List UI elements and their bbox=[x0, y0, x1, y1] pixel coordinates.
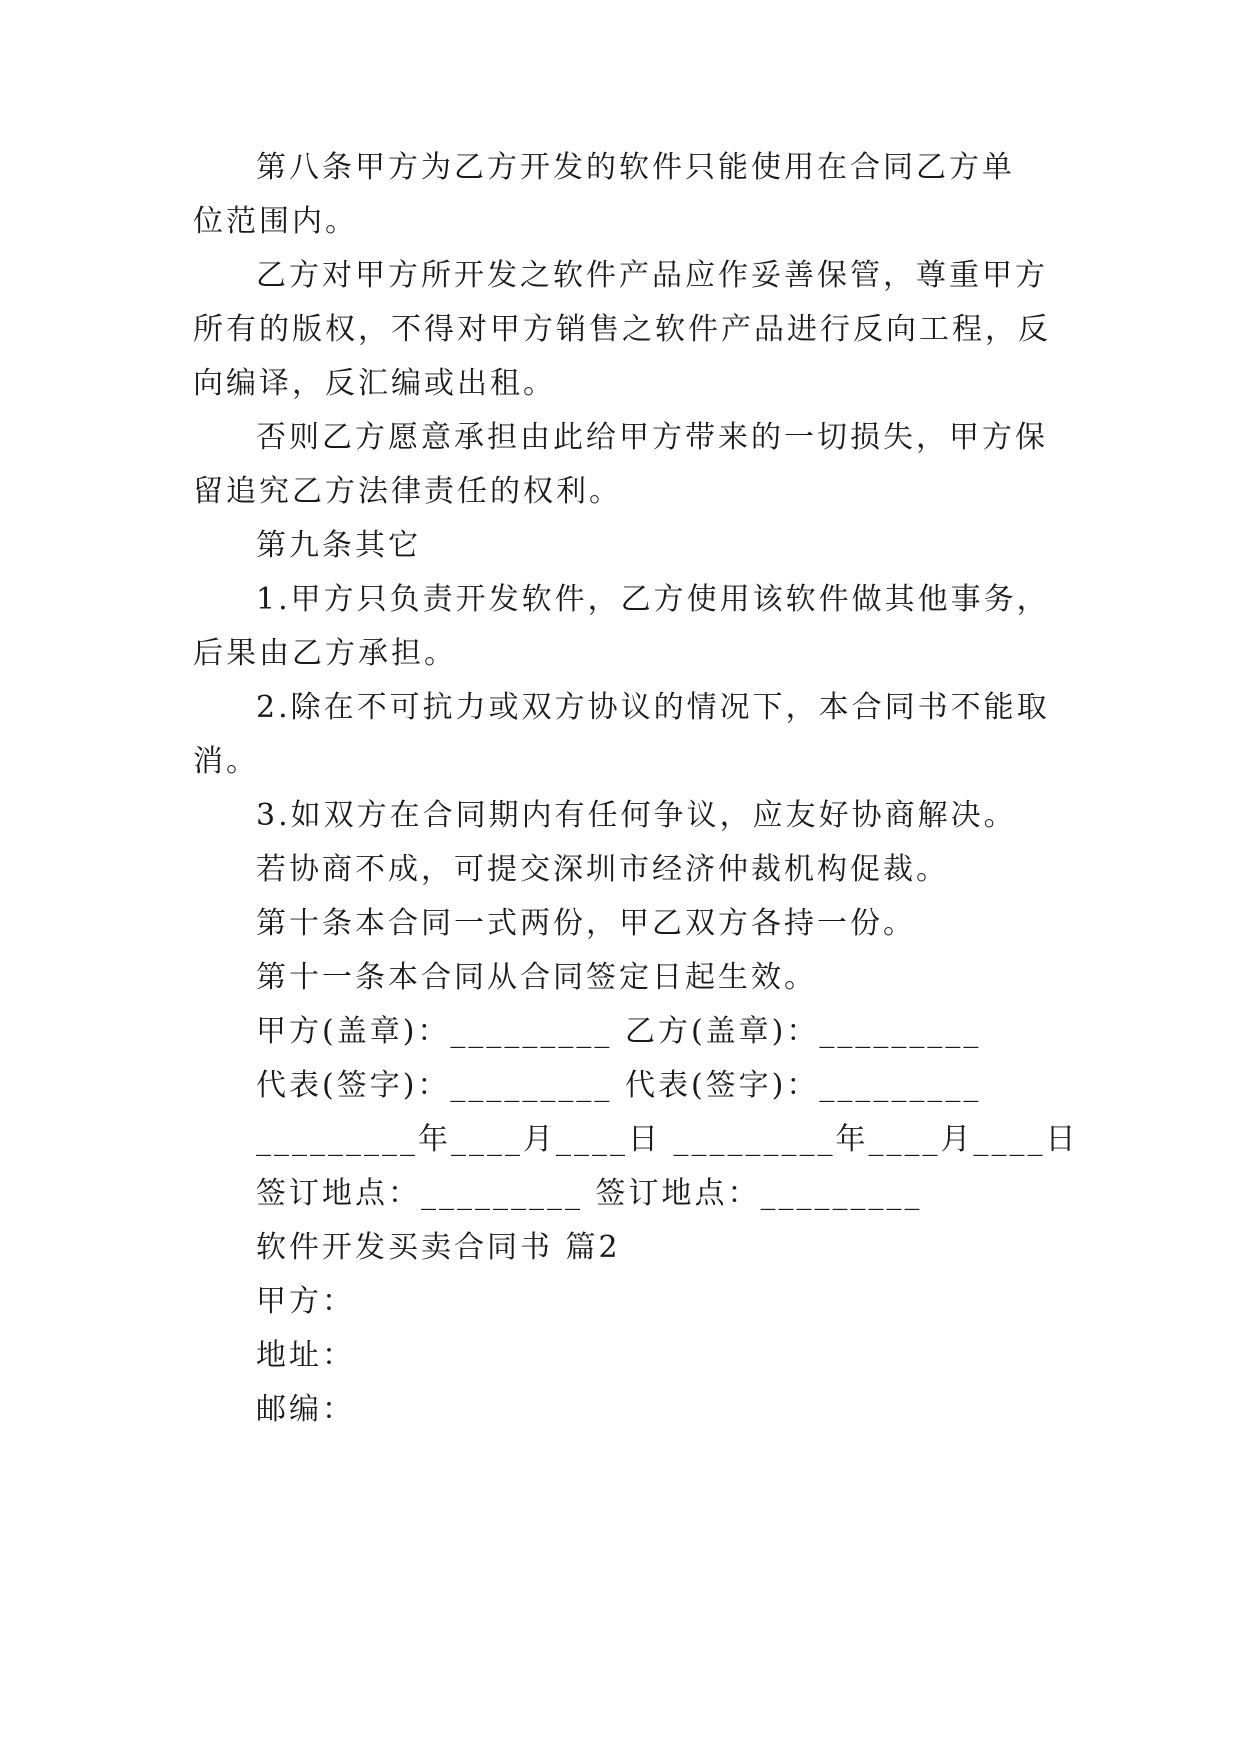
article-8-line-1: 第八条甲方为乙方开发的软件只能使用在合同乙方单 bbox=[256, 150, 1015, 185]
liability-paragraph-line-2: 留追究乙方法律责任的权利。 bbox=[193, 474, 622, 509]
article-11: 第十一条本合同从合同签定日起生效。 bbox=[256, 960, 817, 995]
seal-line: 甲方(盖章)：_________ 乙方(盖章)：_________ bbox=[256, 1014, 982, 1049]
article-9-item-3: 3.如双方在合同期内有任何争议，应友好协商解决。 bbox=[256, 798, 1017, 833]
custody-paragraph-line-1: 乙方对甲方所开发之软件产品应作妥善保管，尊重甲方 bbox=[256, 258, 1048, 293]
article-8-line-2: 位范围内。 bbox=[193, 204, 358, 239]
arbitration-clause: 若协商不成，可提交深圳市经济仲裁机构促裁。 bbox=[256, 852, 949, 887]
liability-paragraph-line-1: 否则乙方愿意承担由此给甲方带来的一切损失，甲方保 bbox=[256, 420, 1048, 455]
custody-paragraph-line-2: 所有的版权，不得对甲方销售之软件产品进行反向工程，反 bbox=[193, 312, 1051, 347]
article-9-item-1-line-1: 1.甲方只负责开发软件，乙方使用该软件做其他事务， bbox=[256, 582, 1050, 617]
section-2-title: 软件开发买卖合同书 篇2 bbox=[256, 1230, 621, 1265]
postcode-label: 邮编： bbox=[256, 1392, 355, 1427]
article-9-item-2-line-2: 消。 bbox=[193, 744, 259, 779]
address-label: 地址： bbox=[256, 1338, 355, 1373]
signature-line: 代表(签字)：_________ 代表(签字)：_________ bbox=[256, 1068, 982, 1103]
date-line: _________年____月____日 _________年____月____日 bbox=[256, 1122, 1079, 1157]
custody-paragraph-line-3: 向编译，反汇编或出租。 bbox=[193, 366, 556, 401]
article-10: 第十条本合同一式两份，甲乙双方各持一份。 bbox=[256, 906, 916, 941]
article-9-item-2-line-1: 2.除在不可抗力或双方协议的情况下，本合同书不能取 bbox=[256, 690, 1050, 725]
article-9-item-1-line-2: 后果由乙方承担。 bbox=[193, 636, 457, 671]
signing-place-line: 签订地点：_________ 签订地点：_________ bbox=[256, 1176, 923, 1211]
article-9-heading: 第九条其它 bbox=[256, 528, 421, 563]
party-a-label: 甲方： bbox=[256, 1284, 355, 1319]
